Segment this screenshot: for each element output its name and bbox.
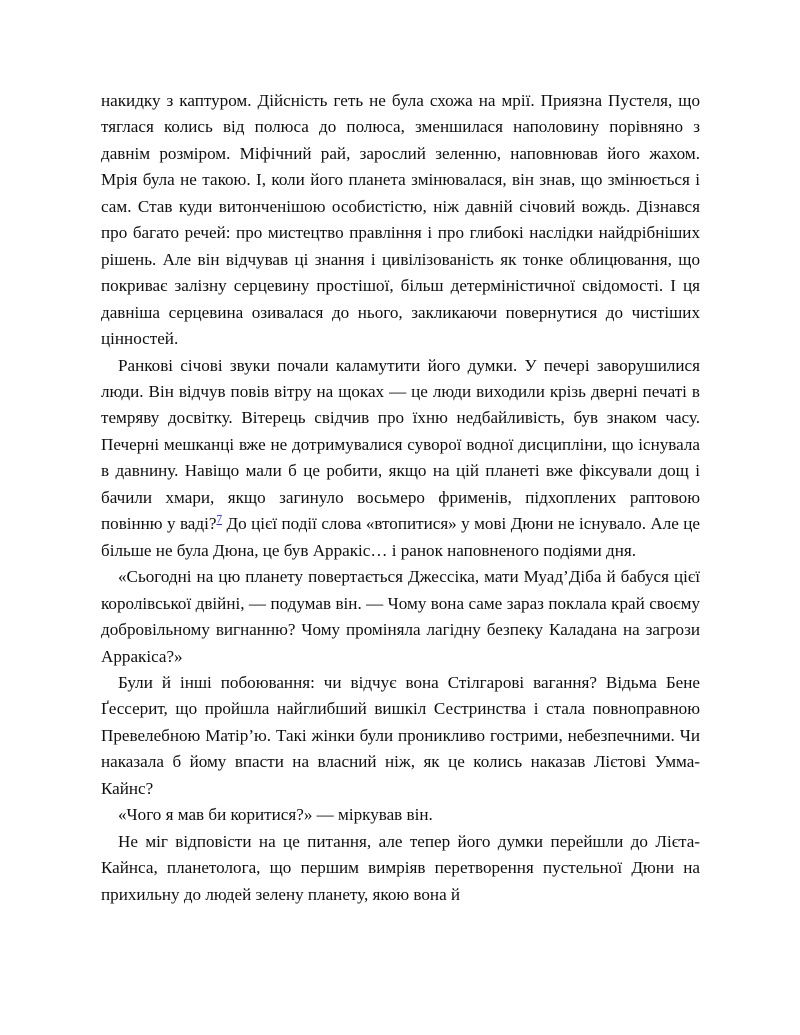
paragraph-4: Були й інші побоювання: чи відчує вона Стілгарові вагання? Відьма Бене Ґессерит, що пройшла найглибший вишкіл Сестринства і стала повноправною Превелебною Матір’ю. Такі жінки були проникливо гострими, небезпечними. Чи наказала б йому впасти на власний ніж, як це колись наказав Лієтові Умма-Кайнс? <box>101 672 700 798</box>
paragraph-6: Не міг відповісти на це питання, але тепер його думки перейшли до Лієта-Кайнса, планетолога, що першим вимріяв перетворення пустельної Дюни на прихильну до людей зелену планету, якою вона й <box>101 831 700 904</box>
paragraph-5: «Чого я мав би коритися?» — міркував він. <box>118 805 433 825</box>
paragraph-3: «Сьогодні на цю планету повертається Джессіка, мати Муад’Діба й бабуся цієї королівської двійні, — подумав він. — Чому вона саме зараз поклала край своєму добровільному вигнанню? Чому проміняла лагідну безпеку Каладана на загрози Арракіса?» <box>101 567 700 666</box>
paragraph-2-text-after-footnote: До цієї події слова «втопитися» у мові Дюни не існувало. Але це більше не була Дюна, це був Арракіс… і ранок наповненого подіями дня. <box>101 514 700 560</box>
text-column <box>101 88 700 908</box>
paragraph-2 <box>101 353 700 565</box>
paragraph-2-text-before-footnote: Ранкові січові звуки почали каламутити його думки. У печері заворушилися люди. Він відчув повів вітру на щоках — це люди виходили крізь дверні печаті в темряву досвітку. Вітерець свідчив про їхню недбайливість, був знаком часу. Печерні мешканці вже не дотримувалися суворої водної дисципліни, що існувала в давнину. Навіщо мали б це робити, якщо на цій планеті вже фіксували дощ і бачили хмари, якщо загинуло восьмеро фрименів, підхоплених раптовою повінню у ваді? <box>101 355 700 534</box>
footnote-reference-7[interactable]: 7 <box>216 513 223 526</box>
paragraph-1: накидку з каптуром. Дійсність геть не була схожа на мрії. Приязна Пустеля, що тяглася колись від полюса до полюса, зменшилася наполовину порівняно з давнім розміром. Міфічний рай, зарослий зеленню, наповнював його жахом. Мрія була не такою. І, коли його планета змінювалася, він знав, що змінюється і сам. Став куди витонченішою особистістю, ніж давній січовий вождь. Дізнався про багато речей: про мистецтво правління і про глибокі наслідки найдрібніших рішень. Але він відчував ці знання і цивілізованість як тонке облицювання, що покриває залізну серцевину простішої, більш детерміністичної свідомості. І ця давніша серцевина озивалася до нього, закликаючи повернутися до чистіших цінностей. <box>101 91 700 349</box>
